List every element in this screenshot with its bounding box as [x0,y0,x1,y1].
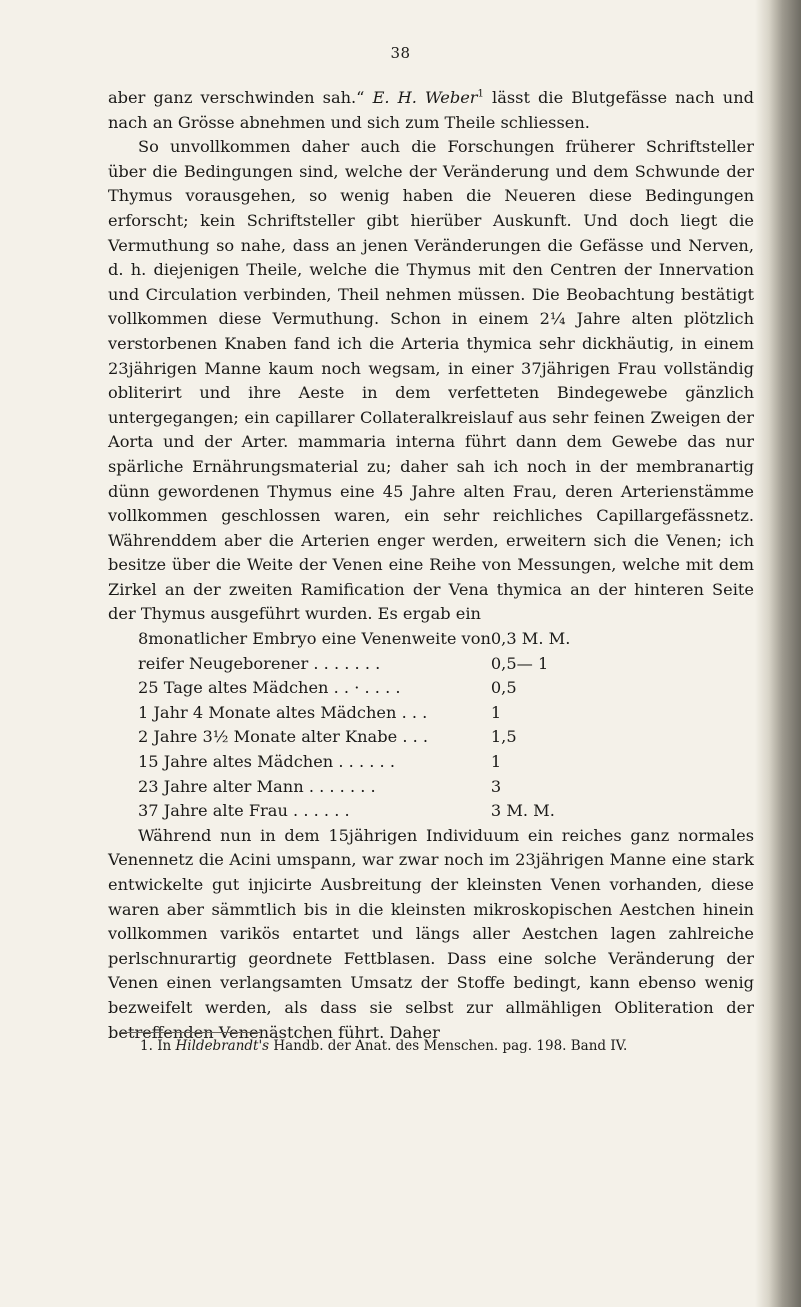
measurement-row [138,799,570,824]
measurement-value: 0,5 [490,678,517,698]
measurement-value: 1 [490,752,502,772]
measurement-value: 1,5 [490,727,517,747]
measurement-dots: . . . [402,727,429,747]
measurement-label: 15 Jahre altes Mädchen [138,752,334,772]
measurement-label-cell [138,676,491,701]
footnote-rest: Handb. der Anat. des Menschen. pag. 198. Band IV. [273,1038,628,1054]
measurement-label-cell [138,725,491,750]
measurement-row [138,652,570,677]
text-run: aber ganz verschwinden sah.“ [108,88,373,107]
measurement-label-cell [138,750,491,775]
measurement-row [138,750,570,775]
measurement-value: 3 M. M. [490,801,555,821]
page-edge-shadow [755,0,801,1307]
page-number: 38 [390,44,411,62]
measurement-label: 2 Jahre 3½ Monate alter Knabe [138,727,398,747]
measurement-table [138,627,570,824]
footnote [140,1036,627,1056]
measurement-dots: . . . . . . . [308,776,376,796]
footnote-marker: 1. [140,1038,153,1054]
measurement-label-cell [138,799,491,824]
measurement-value: 0,3 M. M. [490,629,571,649]
body-text [108,86,754,1045]
measurement-label: 25 Tage altes Mädchen [138,678,329,698]
text-run: So unvollkommen daher auch die Forschungen früherer Schriftsteller über die Bedingungen sind, welche der Veränderung und dem Schwunde der Thymus vorausgehen, so wenig haben die Neueren diese Bedingungen erforscht; kein Schriftsteller gibt hierüber Auskunft. Und doch liegt die Vermuthung so nahe, dass an jenen Veränderungen die Gefässe und Nerven, d. h. diejenigen Theile, welche die Thymus mit den Centren der Innervation und Circulation verbinden, Theil nehmen müssen. Die Beobachtung bestätigt vollkommen diese Vermuthung. Schon in einem 2¼ Jahre alten plötzlich verstorbenen Knaben fand ich die Arteria thymica sehr dickhäutig, in einem 23jährigen Manne kaum noch wegsam, in einer 37jährigen Frau vollständig obliterirt und ihre Aeste in dem verfetteten Bindegewebe gänzlich untergegangen; ein capillarer Collateralkreislauf aus sehr feinen Zweigen der Aorta und der Arter. mammaria interna führt dann dem Gewebe das nur spärliche Ernährungsmaterial zu; daher sah ich noch in der membranartig dünn gewordenen Thymus eine 45 Jahre alten Frau, deren Arterienstämme vollkommen geschlossen waren, ein sehr reichliches Capillargefässnetz. Währenddem aber die Arterien enger werden, erweitern sich die Venen; ich besitze über die Weite der Venen eine Reihe von Messungen, welche mit dem Zirkel an der zweiten Ramification der Vena thymica an der hinteren Seite der Thymus ausgeführt wurden. Es ergab ein [108,137,754,624]
measurement-dots: . . . [401,702,428,722]
measurement-value: 0,5— 1 [490,653,549,673]
measurement-value: 3 [490,776,502,796]
measurement-dots: . . . . . . [293,801,350,821]
measurement-label-cell [138,652,491,677]
measurement-row [138,676,570,701]
measurement-row [138,775,570,800]
measurement-row [138,627,570,652]
paragraph-2 [108,135,754,627]
measurement-value: 1 [490,702,502,722]
measurement-label-cell [138,627,491,652]
footnote-prefix: In [157,1038,172,1054]
measurement-row [138,701,570,726]
measurement-label: 23 Jahre alter Mann [138,776,304,796]
measurement-label: 1 Jahr 4 Monate altes Mädchen [138,702,397,722]
measurement-label: reifer Neugeborener [138,653,309,673]
paragraph-3: Während nun in dem 15jährigen Individuum ein reiches ganz normales Venennetz die Acini umspann, war zwar noch im 23jährigen Manne eine stark entwickelte gut injicirte Ausbreitung der kleinsten Venen vorhanden, diese waren aber sämmtlich bis in die kleinsten mikroskopischen Aestchen hinein vollkommen varikös entartet und längs aller Aestchen lagen zahlreiche perlschnurartig geordnete Fettblasen. Dass eine solche Veränderung der Venen einen verlangsamten Umsatz der Stoffe bedingt, kann ebenso wenig bezweifelt werden, als dass sie selbst zur allmähligen Obliteration der betreffenden Venenästchen führt. Daher [108,825,754,1042]
author-name: E. H. Weber [372,88,478,107]
measurement-dots: . . · . . . . [333,678,401,698]
measurement-dots: . . . . . . . [313,653,381,673]
measurement-row [138,725,570,750]
measurement-label-cell [138,701,491,726]
text-run: lässt die Blutgefässe nach und nach an Grösse abnehmen und sich zum Theile schliessen. [108,88,755,132]
footnote-author: Hildebrandt's [175,1038,270,1054]
measurement-label: 37 Jahre alte Frau [138,801,288,821]
measurement-label-cell [138,775,491,800]
measurement-dots: . . . . . . [338,752,395,772]
paragraph-1 [108,86,754,135]
measurement-label: 8monatlicher Embryo eine Venenweite von [138,629,491,649]
footnote-ref: 1 [477,88,484,100]
footnote-rule [120,1032,260,1033]
